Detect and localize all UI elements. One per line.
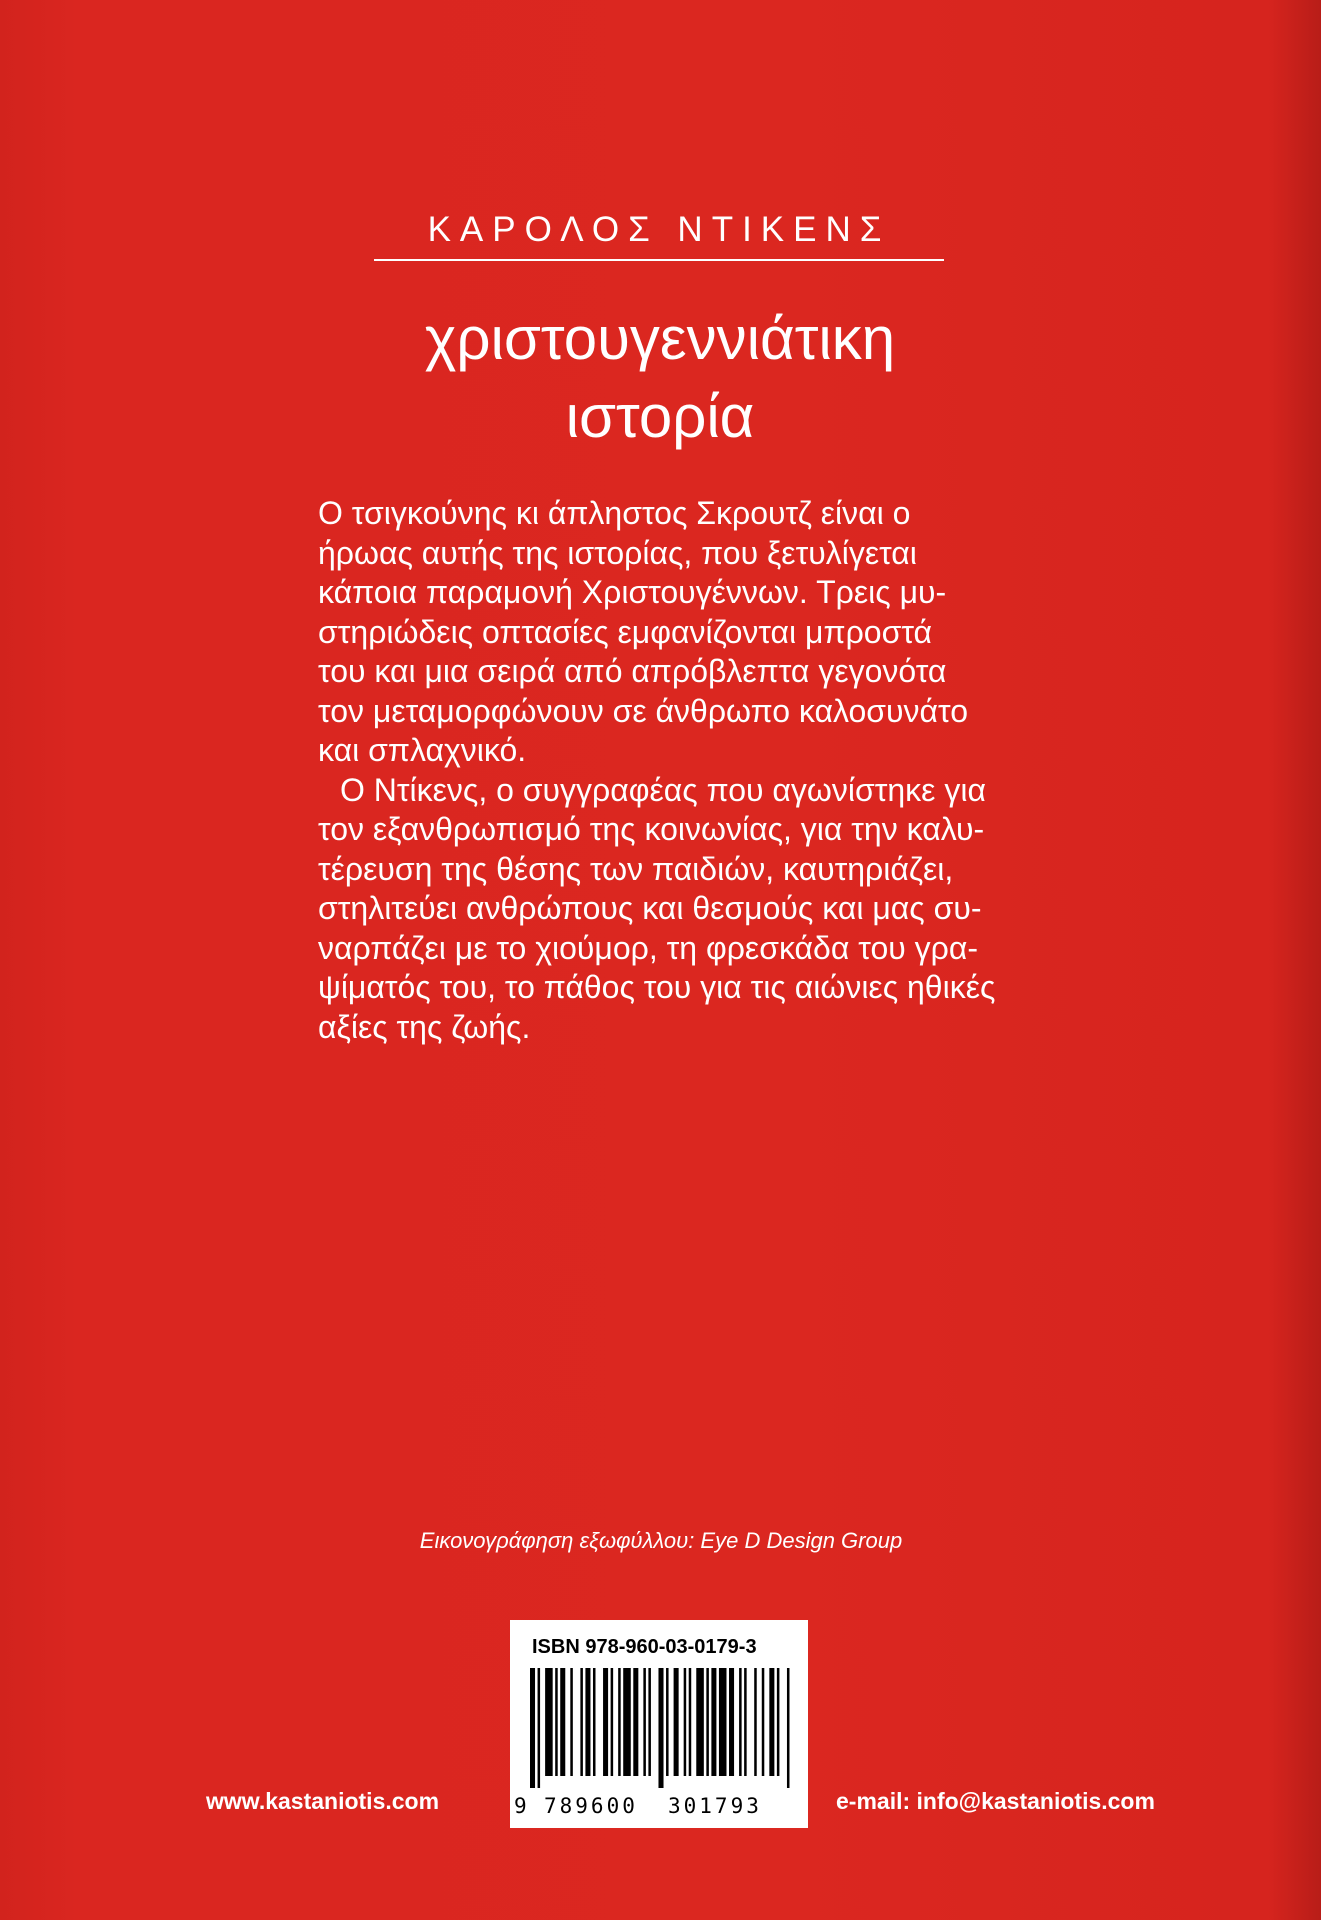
blurb-line: ψίματός του, το πάθος του για τις αιώνιες ηθικές: [318, 969, 996, 1005]
barcode-bar: [611, 1668, 614, 1776]
barcode-bar: [739, 1668, 742, 1776]
blurb-line: ναρπάζει με το χιούμορ, τη φρεσκάδα του γρα-: [318, 929, 978, 966]
barcode-bar: [593, 1668, 596, 1776]
blurb-line: κάποια παραμονή Χριστουγέννων. Τρεις μυ-: [318, 574, 947, 610]
barcode-bar: [787, 1668, 790, 1788]
author-name: ΚΑΡΟΛΟΣ ΝΤΙΚΕΝΣ: [427, 210, 891, 249]
barcode-digit-group-2: 301793: [668, 1794, 762, 1818]
barcode-bar: [648, 1668, 651, 1776]
blurb: [318, 494, 1008, 1047]
barcode-digit-group-1: 789600: [544, 1794, 638, 1818]
barcode-bar: [666, 1668, 669, 1776]
blurb-line: τον εξανθρωπισμό της κοινωνίας, για την καλυ-: [318, 811, 985, 847]
barcode-bar: [744, 1668, 747, 1776]
isbn-label: ISBN 978-960-03-0179-3: [532, 1636, 757, 1658]
barcode-bar: [658, 1668, 663, 1788]
author-divider: [374, 259, 944, 261]
blurb-line: ήρωας αυτής της ιστορίας, που ξετυλίγεται: [318, 534, 917, 571]
barcode-bar: [603, 1668, 608, 1776]
barcode-bar: [729, 1668, 734, 1776]
barcode-bar: [585, 1668, 590, 1776]
blurb-line: του και μια σειρά από απρόβλεπτα γεγονότα: [318, 653, 947, 689]
barcode-bar: [689, 1668, 692, 1776]
barcode-bar: [777, 1668, 780, 1776]
blurb-line: Ο τσιγκούνης κι άπληστος Σκρουτζ είναι ο: [318, 495, 911, 531]
barcode-bar: [623, 1668, 631, 1776]
blurb-line: Ο Ντίκενς, ο συγγραφέας που αγωνίστηκε για: [340, 771, 986, 808]
title-line-2: ιστορία: [565, 383, 755, 450]
book-title: [300, 300, 1020, 456]
barcode-bar: [530, 1668, 535, 1788]
barcode-bar: [754, 1668, 757, 1776]
barcode-bar: [570, 1668, 573, 1776]
barcode-bar: [674, 1668, 679, 1776]
barcode-bar: [560, 1668, 565, 1776]
blurb-line: στηριώδεις οπτασίες εμφανίζονται μπροστά: [318, 613, 932, 650]
barcode-bar: [696, 1668, 704, 1776]
barcode-bar: [555, 1668, 558, 1776]
blurb-line: και σπλαχνικό.: [318, 732, 527, 768]
publisher-website: www.kastaniotis.com: [206, 1788, 440, 1814]
blurb-paragraph-1: [318, 494, 1008, 771]
barcode-bar: [633, 1668, 638, 1776]
title-line-1: χριστουγεννιάτικη: [424, 305, 896, 372]
barcode-bar: [545, 1668, 553, 1776]
blurb-line: τέρευση της θέσης των παιδιών, καυτηριάζει,: [318, 850, 954, 887]
barcode-bar: [618, 1668, 621, 1776]
blurb-line: στηλιτεύει ανθρώπους και θεσμούς και μας συ-: [318, 890, 982, 926]
blurb-line: τον μεταμορφώνουν σε άνθρωπο καλοσυνάτο: [318, 692, 969, 729]
barcode-bar: [719, 1668, 727, 1776]
blurb-paragraph-2: [318, 771, 1008, 1048]
illustration-credit: Εικονογράφηση εξωφύλλου: Eye D Design Group: [419, 1528, 903, 1553]
barcode-bar: [769, 1668, 774, 1776]
barcode-bars: [530, 1668, 792, 1788]
barcode-bar: [580, 1668, 583, 1776]
barcode-bar: [538, 1668, 541, 1788]
barcode-bar: [706, 1668, 709, 1776]
blurb-line: αξίες της ζωής.: [318, 1008, 531, 1045]
isbn-barcode: [510, 1620, 808, 1828]
barcode-bar: [762, 1668, 765, 1776]
barcode-digit-first: 9: [514, 1794, 527, 1818]
barcode-bar: [684, 1668, 687, 1776]
barcode-bar: [711, 1668, 716, 1776]
publisher-email: e-mail: info@kastaniotis.com: [836, 1788, 1155, 1814]
barcode-bar: [643, 1668, 646, 1776]
